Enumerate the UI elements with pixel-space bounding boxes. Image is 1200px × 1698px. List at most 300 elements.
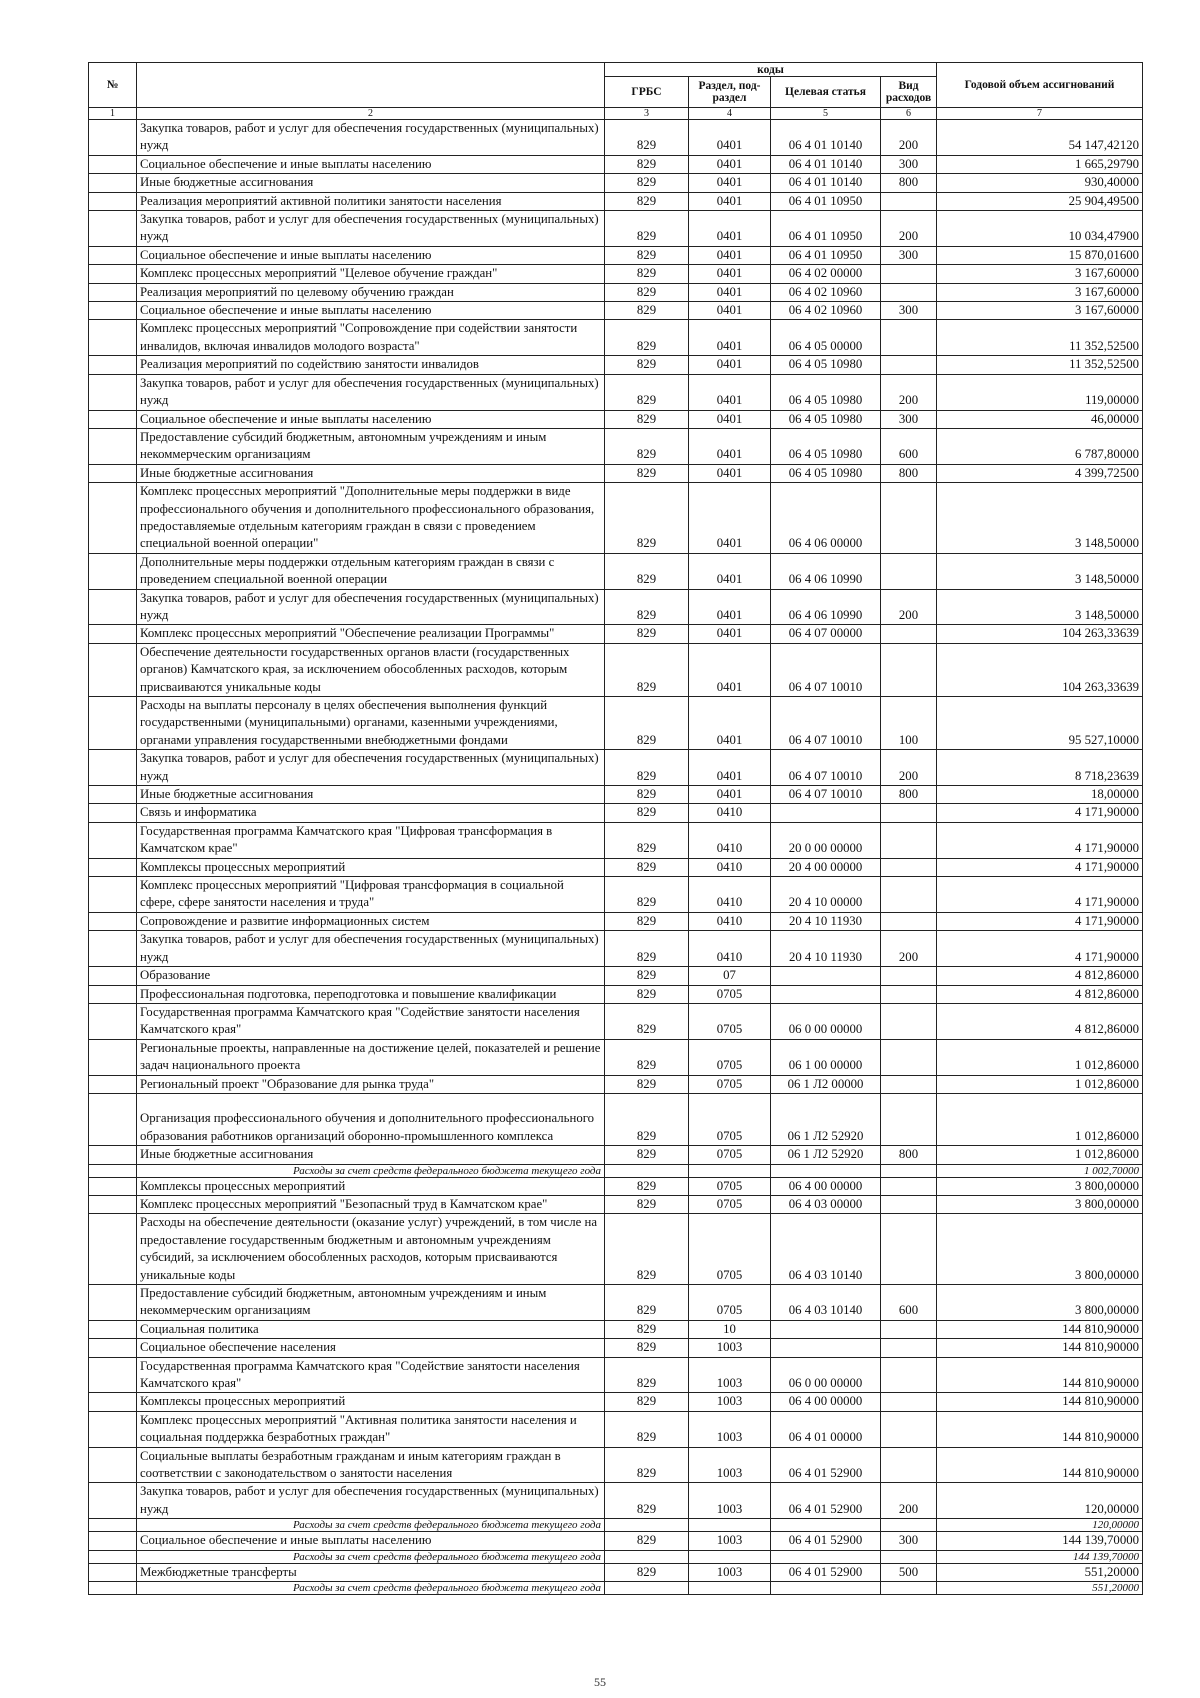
cell-section: 0705 xyxy=(689,1003,771,1039)
cell-name: Закупка товаров, работ и услуг для обеспечения государственных (муниципальных) нужд xyxy=(137,1483,605,1519)
cell-name: Расходы за счет средств федерального бюджета текущего года xyxy=(137,1519,605,1532)
cell-target: 06 4 07 10010 xyxy=(771,750,881,786)
table-row xyxy=(89,1177,1143,1195)
cell-grbs: 829 xyxy=(605,356,689,374)
cell-amount: 4 171,90000 xyxy=(937,877,1143,913)
cell-name: Образование xyxy=(137,967,605,985)
cell-amount: 4 171,90000 xyxy=(937,912,1143,930)
cell-target: 20 4 10 00000 xyxy=(771,877,881,913)
cell-amount: 3 148,50000 xyxy=(937,589,1143,625)
header-type: Вид расходов xyxy=(881,77,937,108)
cell-type: 300 xyxy=(881,246,937,264)
cell-section: 0705 xyxy=(689,1093,771,1145)
table-row xyxy=(89,1146,1143,1164)
cell-name: Связь и информатика xyxy=(137,804,605,822)
cell-num xyxy=(89,1093,137,1145)
colnum-6: 6 xyxy=(881,108,937,120)
cell-target: 06 4 01 10140 xyxy=(771,155,881,173)
cell-type: 600 xyxy=(881,428,937,464)
table-row xyxy=(89,553,1143,589)
cell-section: 0401 xyxy=(689,192,771,210)
cell-type xyxy=(881,804,937,822)
cell-grbs: 829 xyxy=(605,464,689,482)
cell-grbs: 829 xyxy=(605,1177,689,1195)
cell-grbs: 829 xyxy=(605,985,689,1003)
cell-name: Закупка товаров, работ и услуг для обеспечения государственных (муниципальных) нужд xyxy=(137,374,605,410)
cell-type: 800 xyxy=(881,1146,937,1164)
cell-name: Обеспечение деятельности государственных органов власти (государственных органов) Камчатского края, за исключением обособленных расходов, которым присваиваются уникальные коды xyxy=(137,643,605,696)
cell-type: 300 xyxy=(881,410,937,428)
table-row xyxy=(89,1003,1143,1039)
table-row-note xyxy=(89,1164,1143,1177)
table-row-note xyxy=(89,1519,1143,1532)
table-row xyxy=(89,1039,1143,1075)
cell-amount: 104 263,33639 xyxy=(937,643,1143,696)
cell-target: 06 4 07 10010 xyxy=(771,786,881,804)
cell-num xyxy=(89,1582,137,1595)
cell-section: 0401 xyxy=(689,211,771,247)
cell-target: 06 4 07 10010 xyxy=(771,643,881,696)
cell-num xyxy=(89,1550,137,1563)
cell-grbs: 829 xyxy=(605,428,689,464)
cell-section: 0410 xyxy=(689,858,771,876)
cell-target: 06 0 00 00000 xyxy=(771,1357,881,1393)
cell-section: 0401 xyxy=(689,174,771,192)
cell-name: Реализация мероприятий активной политики занятости населения xyxy=(137,192,605,210)
table-row xyxy=(89,302,1143,320)
cell-amount: 54 147,42120 xyxy=(937,120,1143,156)
cell-num xyxy=(89,1393,137,1411)
cell-target: 06 4 05 00000 xyxy=(771,320,881,356)
table-row-note xyxy=(89,1550,1143,1563)
cell-grbs xyxy=(605,1582,689,1595)
cell-num xyxy=(89,1339,137,1357)
cell-num xyxy=(89,1411,137,1447)
cell-type: 600 xyxy=(881,1284,937,1320)
cell-section: 0410 xyxy=(689,912,771,930)
cell-section: 0401 xyxy=(689,483,771,554)
cell-type xyxy=(881,1195,937,1213)
table-row xyxy=(89,1075,1143,1093)
cell-target: 06 4 01 52900 xyxy=(771,1447,881,1483)
cell-name: Социальная политика xyxy=(137,1320,605,1338)
table-row xyxy=(89,1483,1143,1519)
cell-amount: 3 800,00000 xyxy=(937,1177,1143,1195)
cell-target: 06 1 Л2 52920 xyxy=(771,1093,881,1145)
cell-num xyxy=(89,643,137,696)
cell-grbs: 829 xyxy=(605,1393,689,1411)
cell-grbs: 829 xyxy=(605,320,689,356)
cell-num xyxy=(89,1164,137,1177)
cell-name: Государственная программа Камчатского края "Цифровая трансформация в Камчатском крае" xyxy=(137,822,605,858)
cell-type xyxy=(881,967,937,985)
cell-name: Социальное обеспечение и иные выплаты населению xyxy=(137,410,605,428)
cell-amount: 4 171,90000 xyxy=(937,804,1143,822)
cell-amount: 3 800,00000 xyxy=(937,1214,1143,1285)
cell-num xyxy=(89,1320,137,1338)
table-row xyxy=(89,283,1143,301)
cell-amount: 3 167,60000 xyxy=(937,302,1143,320)
table-row xyxy=(89,985,1143,1003)
table-row xyxy=(89,804,1143,822)
cell-amount: 144 810,90000 xyxy=(937,1357,1143,1393)
cell-num xyxy=(89,1003,137,1039)
cell-grbs: 829 xyxy=(605,1447,689,1483)
cell-section: 0401 xyxy=(689,155,771,173)
cell-grbs: 829 xyxy=(605,625,689,643)
cell-type xyxy=(881,356,937,374)
cell-name: Комплекс процессных мероприятий "Целевое обучение граждан" xyxy=(137,265,605,283)
cell-num xyxy=(89,265,137,283)
cell-type xyxy=(881,483,937,554)
cell-section xyxy=(689,1582,771,1595)
cell-grbs: 829 xyxy=(605,1284,689,1320)
cell-target: 06 4 02 10960 xyxy=(771,283,881,301)
table-row xyxy=(89,858,1143,876)
cell-section: 0705 xyxy=(689,1195,771,1213)
cell-type xyxy=(881,1411,937,1447)
cell-name: Предоставление субсидий бюджетным, автономным учреждениям и иным некоммерческим организациям xyxy=(137,428,605,464)
cell-grbs: 829 xyxy=(605,1411,689,1447)
cell-target: 06 4 01 52900 xyxy=(771,1563,881,1581)
colnum-1: 1 xyxy=(89,108,137,120)
cell-name: Расходы за счет средств федерального бюджета текущего года xyxy=(137,1164,605,1177)
cell-target: 06 4 01 10140 xyxy=(771,120,881,156)
cell-name: Региональные проекты, направленные на достижение целей, показателей и решение задач национального проекта xyxy=(137,1039,605,1075)
cell-grbs: 829 xyxy=(605,553,689,589)
colnum-4: 4 xyxy=(689,108,771,120)
cell-name: Комплекс процессных мероприятий "Обеспечение реализации Программы" xyxy=(137,625,605,643)
cell-section xyxy=(689,1550,771,1563)
table-row xyxy=(89,625,1143,643)
table-row xyxy=(89,410,1143,428)
cell-num xyxy=(89,967,137,985)
cell-target: 06 4 07 00000 xyxy=(771,625,881,643)
table-row xyxy=(89,464,1143,482)
cell-num xyxy=(89,211,137,247)
cell-name: Расходы за счет средств федерального бюджета текущего года xyxy=(137,1550,605,1563)
cell-name: Комплексы процессных мероприятий xyxy=(137,858,605,876)
table-row xyxy=(89,155,1143,173)
cell-target: 06 4 05 10980 xyxy=(771,374,881,410)
cell-section: 1003 xyxy=(689,1483,771,1519)
cell-amount: 4 171,90000 xyxy=(937,822,1143,858)
cell-amount: 3 148,50000 xyxy=(937,483,1143,554)
cell-name: Комплекс процессных мероприятий "Дополнительные меры поддержки в виде профессионального обучения и дополнительного профессионального образования, предоставляемые отдельным категориям граждан в связи с проведением специальной военной операции" xyxy=(137,483,605,554)
table-row xyxy=(89,967,1143,985)
cell-num xyxy=(89,1483,137,1519)
cell-name: Государственная программа Камчатского края "Содействие занятости населения Камчатского края" xyxy=(137,1003,605,1039)
cell-num xyxy=(89,1146,137,1164)
cell-type: 300 xyxy=(881,155,937,173)
cell-grbs: 829 xyxy=(605,211,689,247)
cell-amount: 144 810,90000 xyxy=(937,1411,1143,1447)
cell-amount: 6 787,80000 xyxy=(937,428,1143,464)
cell-target: 06 0 00 00000 xyxy=(771,1003,881,1039)
cell-target xyxy=(771,1582,881,1595)
cell-target: 06 1 Л2 00000 xyxy=(771,1075,881,1093)
table-row xyxy=(89,931,1143,967)
cell-type xyxy=(881,283,937,301)
cell-amount: 1 665,29790 xyxy=(937,155,1143,173)
cell-section: 0705 xyxy=(689,1146,771,1164)
cell-section: 1003 xyxy=(689,1357,771,1393)
cell-amount: 18,00000 xyxy=(937,786,1143,804)
cell-num xyxy=(89,246,137,264)
table-row xyxy=(89,192,1143,210)
cell-name: Расходы на выплаты персоналу в целях обеспечения выполнения функций государственными (муниципальными) органами, казенными учреждениями, органами управления государственными внебюджетными фондами xyxy=(137,697,605,750)
cell-grbs: 829 xyxy=(605,750,689,786)
cell-type xyxy=(881,822,937,858)
table-body xyxy=(89,120,1143,1595)
cell-amount: 95 527,10000 xyxy=(937,697,1143,750)
cell-num xyxy=(89,428,137,464)
header-name xyxy=(137,63,605,108)
table-row xyxy=(89,120,1143,156)
cell-section: 07 xyxy=(689,967,771,985)
cell-target: 06 4 05 10980 xyxy=(771,356,881,374)
cell-amount: 8 718,23639 xyxy=(937,750,1143,786)
cell-name: Комплексы процессных мероприятий xyxy=(137,1393,605,1411)
table-row xyxy=(89,1339,1143,1357)
cell-num xyxy=(89,786,137,804)
cell-grbs xyxy=(605,1550,689,1563)
cell-target: 06 4 02 10960 xyxy=(771,302,881,320)
table-row xyxy=(89,246,1143,264)
cell-amount: 11 352,52500 xyxy=(937,320,1143,356)
cell-name: Расходы за счет средств федерального бюджета текущего года xyxy=(137,1582,605,1595)
cell-amount: 104 263,33639 xyxy=(937,625,1143,643)
header-target: Целевая статья xyxy=(771,77,881,108)
cell-type: 200 xyxy=(881,374,937,410)
cell-target: 06 4 05 10980 xyxy=(771,428,881,464)
cell-grbs: 829 xyxy=(605,643,689,696)
table-row xyxy=(89,1393,1143,1411)
cell-amount: 4 171,90000 xyxy=(937,858,1143,876)
cell-grbs xyxy=(605,1164,689,1177)
cell-num xyxy=(89,155,137,173)
cell-section: 0705 xyxy=(689,1214,771,1285)
cell-name: Межбюджетные трансферты xyxy=(137,1563,605,1581)
cell-name: Закупка товаров, работ и услуг для обеспечения государственных (муниципальных) нужд xyxy=(137,120,605,156)
cell-name: Комплекс процессных мероприятий "Цифровая трансформация в социальной сфере, сфере занятости населения и труда" xyxy=(137,877,605,913)
cell-amount: 144 810,90000 xyxy=(937,1447,1143,1483)
cell-type xyxy=(881,553,937,589)
cell-grbs: 829 xyxy=(605,1075,689,1093)
cell-num xyxy=(89,1214,137,1285)
cell-amount: 120,00000 xyxy=(937,1519,1143,1532)
cell-type xyxy=(881,877,937,913)
cell-type xyxy=(881,1550,937,1563)
cell-section: 0401 xyxy=(689,302,771,320)
cell-amount: 10 034,47900 xyxy=(937,211,1143,247)
header-codes: коды xyxy=(605,63,937,77)
cell-num xyxy=(89,697,137,750)
cell-num xyxy=(89,283,137,301)
header-num: № xyxy=(89,63,137,108)
cell-name: Закупка товаров, работ и услуг для обеспечения государственных (муниципальных) нужд xyxy=(137,931,605,967)
colnum-3: 3 xyxy=(605,108,689,120)
cell-amount: 4 812,86000 xyxy=(937,967,1143,985)
cell-type xyxy=(881,265,937,283)
cell-num xyxy=(89,464,137,482)
table-row xyxy=(89,1195,1143,1213)
table-row xyxy=(89,750,1143,786)
cell-amount: 15 870,01600 xyxy=(937,246,1143,264)
cell-section: 0401 xyxy=(689,283,771,301)
cell-grbs: 829 xyxy=(605,1214,689,1285)
table-row xyxy=(89,1357,1143,1393)
header-grbs: ГРБС xyxy=(605,77,689,108)
cell-section: 0401 xyxy=(689,410,771,428)
cell-amount: 4 812,86000 xyxy=(937,985,1143,1003)
cell-grbs: 829 xyxy=(605,410,689,428)
cell-target: 06 4 06 00000 xyxy=(771,483,881,554)
cell-amount: 144 139,70000 xyxy=(937,1532,1143,1550)
cell-num xyxy=(89,356,137,374)
table-row xyxy=(89,265,1143,283)
cell-type xyxy=(881,1519,937,1532)
cell-target xyxy=(771,804,881,822)
cell-section: 0705 xyxy=(689,1284,771,1320)
table-row-note xyxy=(89,1582,1143,1595)
cell-section: 0401 xyxy=(689,320,771,356)
cell-section: 0705 xyxy=(689,985,771,1003)
cell-type: 800 xyxy=(881,464,937,482)
cell-grbs: 829 xyxy=(605,1563,689,1581)
cell-amount: 3 167,60000 xyxy=(937,265,1143,283)
cell-amount: 4 399,72500 xyxy=(937,464,1143,482)
cell-num xyxy=(89,804,137,822)
cell-target: 06 4 01 10950 xyxy=(771,192,881,210)
cell-num xyxy=(89,1075,137,1093)
budget-document xyxy=(88,62,1142,1595)
table-row xyxy=(89,211,1143,247)
table-row xyxy=(89,1447,1143,1483)
cell-section: 0705 xyxy=(689,1075,771,1093)
cell-num xyxy=(89,1357,137,1393)
table-row xyxy=(89,912,1143,930)
cell-amount: 4 171,90000 xyxy=(937,931,1143,967)
cell-section xyxy=(689,1164,771,1177)
cell-section: 10 xyxy=(689,1320,771,1338)
cell-num xyxy=(89,589,137,625)
cell-amount: 144 139,70000 xyxy=(937,1550,1143,1563)
cell-num xyxy=(89,1284,137,1320)
cell-name: Комплексы процессных мероприятий xyxy=(137,1177,605,1195)
cell-num xyxy=(89,822,137,858)
table-row xyxy=(89,483,1143,554)
cell-target: 20 4 10 11930 xyxy=(771,912,881,930)
cell-target: 06 4 01 10950 xyxy=(771,211,881,247)
cell-name: Иные бюджетные ассигнования xyxy=(137,464,605,482)
table-row xyxy=(89,643,1143,696)
cell-target xyxy=(771,1320,881,1338)
cell-name: Предоставление субсидий бюджетным, автономным учреждениям и иным некоммерческим организациям xyxy=(137,1284,605,1320)
cell-section: 1003 xyxy=(689,1532,771,1550)
cell-type: 500 xyxy=(881,1563,937,1581)
cell-section: 0410 xyxy=(689,877,771,913)
cell-num xyxy=(89,192,137,210)
cell-grbs: 829 xyxy=(605,155,689,173)
table-row xyxy=(89,174,1143,192)
cell-type: 200 xyxy=(881,1483,937,1519)
cell-grbs: 829 xyxy=(605,822,689,858)
table-row xyxy=(89,356,1143,374)
cell-section: 1003 xyxy=(689,1447,771,1483)
cell-section: 1003 xyxy=(689,1563,771,1581)
cell-type xyxy=(881,1447,937,1483)
cell-name: Иные бюджетные ассигнования xyxy=(137,786,605,804)
cell-type xyxy=(881,1582,937,1595)
table-row xyxy=(89,786,1143,804)
cell-type xyxy=(881,1357,937,1393)
cell-grbs: 829 xyxy=(605,1320,689,1338)
cell-num xyxy=(89,625,137,643)
cell-target: 06 4 01 00000 xyxy=(771,1411,881,1447)
cell-target: 06 4 03 10140 xyxy=(771,1284,881,1320)
cell-type xyxy=(881,625,937,643)
cell-section: 0410 xyxy=(689,931,771,967)
cell-name: Социальные выплаты безработным гражданам и иным категориям граждан в соответствии с законодательством о занятости населения xyxy=(137,1447,605,1483)
header-amount: Годовой объем ассигнований xyxy=(937,63,1143,108)
cell-name: Реализация мероприятий по содействию занятости инвалидов xyxy=(137,356,605,374)
cell-amount: 930,40000 xyxy=(937,174,1143,192)
cell-num xyxy=(89,912,137,930)
cell-name: Закупка товаров, работ и услуг для обеспечения государственных (муниципальных) нужд xyxy=(137,750,605,786)
table-row xyxy=(89,428,1143,464)
cell-section: 0401 xyxy=(689,643,771,696)
cell-section: 0401 xyxy=(689,265,771,283)
cell-grbs: 829 xyxy=(605,1003,689,1039)
cell-name: Социальное обеспечение и иные выплаты населению xyxy=(137,155,605,173)
table-row xyxy=(89,374,1143,410)
cell-num xyxy=(89,120,137,156)
cell-grbs: 829 xyxy=(605,877,689,913)
cell-num xyxy=(89,410,137,428)
table-row xyxy=(89,1093,1143,1145)
header-section: Раздел, под-раздел xyxy=(689,77,771,108)
cell-grbs: 829 xyxy=(605,1039,689,1075)
cell-grbs: 829 xyxy=(605,265,689,283)
table-row xyxy=(89,1563,1143,1581)
cell-amount: 4 812,86000 xyxy=(937,1003,1143,1039)
cell-num xyxy=(89,985,137,1003)
cell-grbs: 829 xyxy=(605,931,689,967)
cell-section: 0401 xyxy=(689,464,771,482)
cell-grbs: 829 xyxy=(605,589,689,625)
table-row xyxy=(89,697,1143,750)
cell-target: 06 4 01 52900 xyxy=(771,1532,881,1550)
cell-amount: 144 810,90000 xyxy=(937,1320,1143,1338)
cell-num xyxy=(89,1195,137,1213)
cell-amount: 1 012,86000 xyxy=(937,1075,1143,1093)
cell-type xyxy=(881,320,937,356)
table-row xyxy=(89,822,1143,858)
cell-type xyxy=(881,1177,937,1195)
cell-target: 06 4 01 52900 xyxy=(771,1483,881,1519)
cell-section: 1003 xyxy=(689,1411,771,1447)
cell-section: 0401 xyxy=(689,374,771,410)
cell-section: 0401 xyxy=(689,697,771,750)
cell-grbs: 829 xyxy=(605,1532,689,1550)
cell-amount: 3 800,00000 xyxy=(937,1284,1143,1320)
cell-grbs: 829 xyxy=(605,374,689,410)
cell-num xyxy=(89,1039,137,1075)
cell-section: 0401 xyxy=(689,428,771,464)
cell-target xyxy=(771,967,881,985)
cell-type xyxy=(881,1093,937,1145)
